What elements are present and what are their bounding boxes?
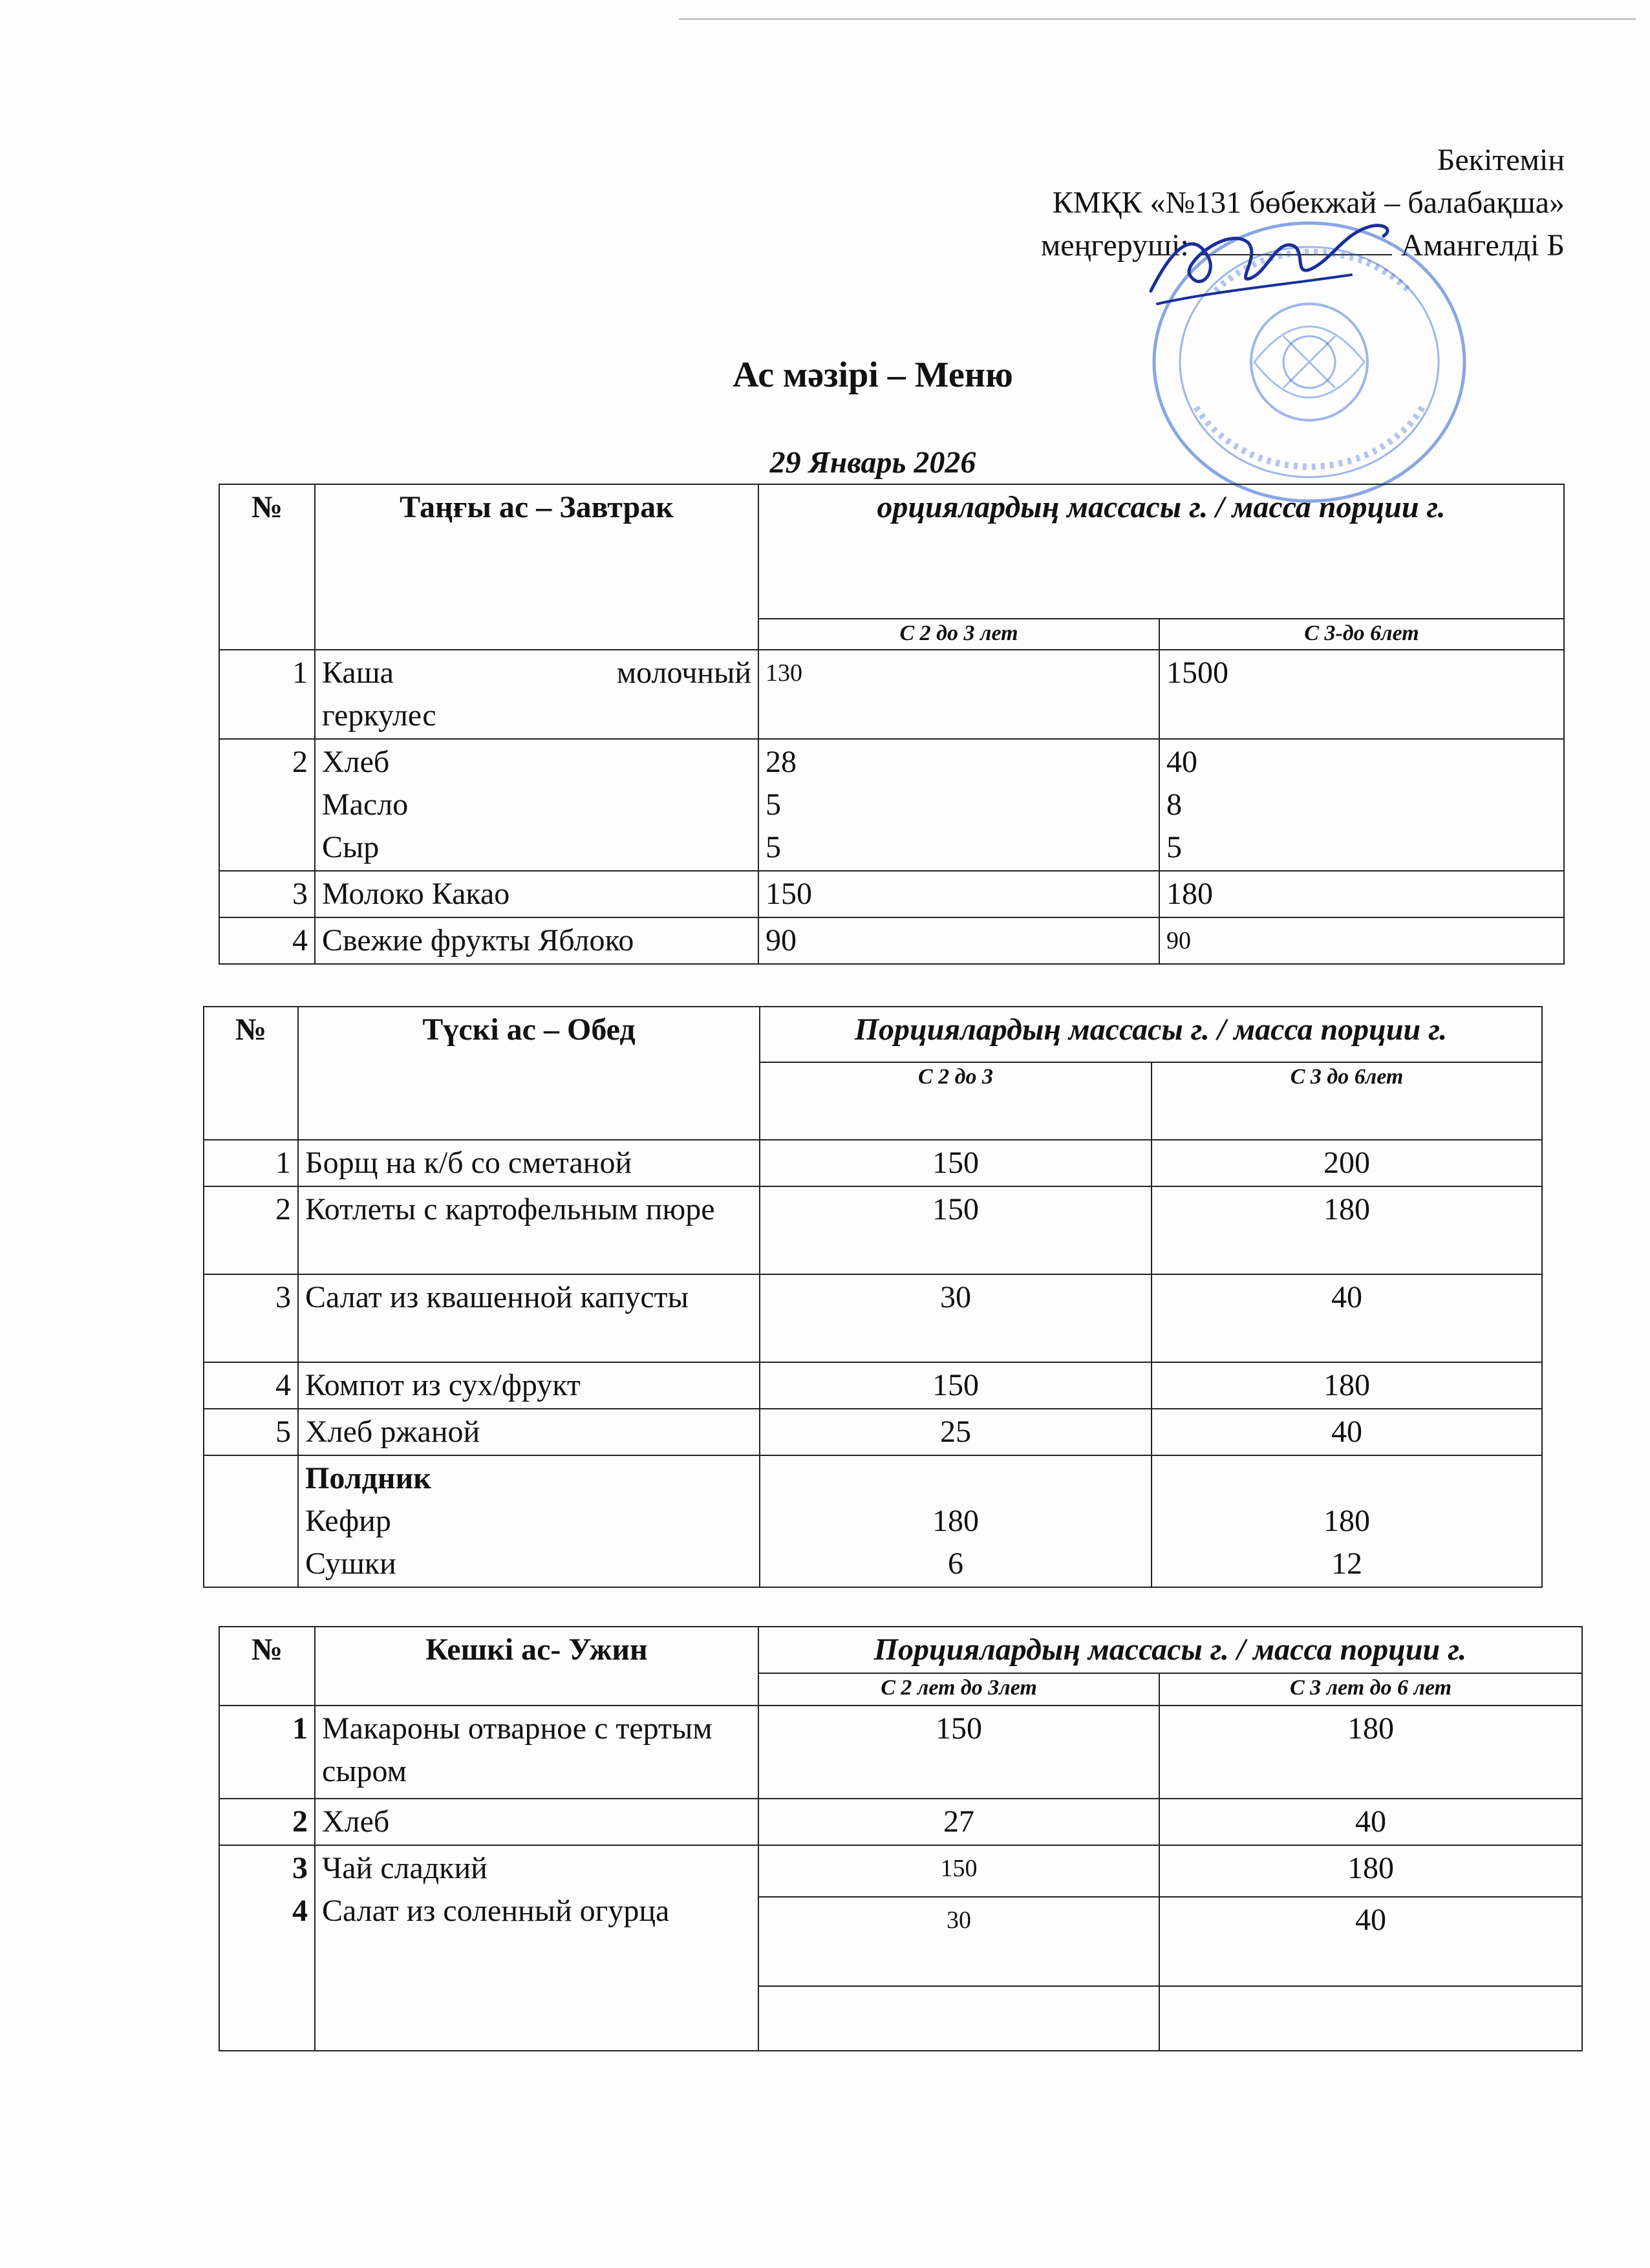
table-row [204,1140,1542,1186]
dish-name: Компот из сух/фрукт [298,1362,760,1409]
approval-position: меңгеруші: [1040,228,1189,262]
dish-name: Макароны отварное с тертым сыром [315,1706,758,1799]
row-num: 2 [219,1799,315,1845]
portion-age-2-3: 150 [760,1186,1152,1274]
row-num: 3 [292,1851,308,1885]
empty-cell [1159,1986,1582,2051]
portion-age-2-3: 25 [760,1409,1152,1455]
portion-age-2-3: 150 [758,1706,1159,1799]
table-row [219,871,1564,917]
dish-name-word: молочный [616,656,751,690]
row-num: 4 [204,1362,298,1409]
approval-line1: Бекітемін [1437,143,1565,177]
row-num: 2 [204,1186,298,1274]
portion-age-3-6: 1500 [1159,650,1564,739]
snack-age-2-3-list [760,1455,1152,1587]
breakfast-table [219,484,1565,965]
row-num: 1 [204,1140,298,1186]
row-num: 1 [219,650,315,739]
col-num-header: № [219,1627,315,1706]
dish-item: Сыр [322,830,380,864]
portion-age-2-3: 90 [758,917,1159,964]
row-num: 4 [292,1894,308,1928]
table-row [204,1409,1542,1455]
table-row [219,917,1564,964]
col-mass-header: Порциялардың массасы г. / масса порции г. [760,1007,1542,1062]
dish-item: Хлеб [322,745,390,779]
sub-header-age-2-3: С 2 лет до 3лет [758,1673,1159,1706]
portion-age-2-3: 150 [758,871,1159,917]
dish-list [315,739,758,871]
dish-item: Чай сладкий [322,1851,488,1885]
portion-age-3-6: 180 [1159,1845,1582,1897]
dish-list [315,1845,758,2051]
dish-name: Салат из квашенной капусты [298,1274,760,1362]
scan-edge-line [679,18,1636,20]
portion-age-3-6: 40 [1159,1897,1582,1986]
dish-item: Салат из соленный огурца [322,1894,670,1928]
portion-value: 5 [766,787,781,822]
portion-age-3-6: 90 [1159,917,1564,964]
sub-header-age-2-3: С 2 до 3 лет [758,619,1159,650]
table-row [219,650,1564,739]
portion-value: 8 [1166,787,1182,822]
portion-age-2-3: 150 [760,1140,1152,1186]
row-num: 3 [204,1274,298,1362]
portion-value: 5 [766,830,781,864]
row-num: 1 [219,1706,315,1799]
table-row [219,739,1564,871]
row-num-empty [204,1455,298,1587]
table-row [204,1274,1542,1362]
sub-header-age-3-6: С 3-до 6лет [1159,619,1564,650]
dish-name: Молоко Какао [315,871,758,917]
portion-age-3-6: 200 [1152,1140,1542,1186]
dish-name: Котлеты с картофельным пюре [298,1186,760,1274]
row-num: 4 [219,917,315,964]
lunch-table [203,1006,1543,1588]
snack-item: Сушки [305,1546,396,1581]
table-row [219,1799,1582,1845]
portion-age-3-6: 180 [1159,871,1564,917]
col-mass-header: орциялардың массасы г. / масса порции г. [758,484,1564,619]
snack-row [204,1455,1542,1587]
empty-cell [758,1986,1159,2051]
portion-age-3-6-list [1159,739,1564,871]
portion-age-3-6: 180 [1152,1186,1542,1274]
col-mass-header: Порциялардың массасы г. / масса порции г. [758,1627,1582,1673]
table-row [219,1706,1582,1799]
dish-name: Свежие фрукты Яблоко [315,917,758,964]
snack-age-3-6-list [1152,1455,1542,1587]
col-num-header: № [219,484,315,650]
snack-list [298,1455,760,1587]
portion-age-2-3: 150 [758,1845,1159,1897]
table-row [219,1845,1582,1897]
dish-name: Хлеб [315,1799,758,1845]
portion-value: 12 [1331,1546,1362,1581]
portion-value: 5 [1166,830,1182,864]
portion-age-3-6: 40 [1152,1409,1542,1455]
portion-value: 180 [1323,1504,1370,1538]
dish-name: Борщ на к/б со сметаной [298,1140,760,1186]
table-row [204,1362,1542,1409]
col-name-header: Таңғы ас – Завтрак [315,484,758,650]
dinner-table [219,1626,1583,2051]
row-num: 5 [204,1409,298,1455]
col-name-header: Кешкі ас- Ужин [315,1627,758,1706]
portion-value: 28 [766,745,797,779]
portion-value: 6 [948,1546,963,1581]
portion-value: 40 [1166,745,1197,779]
dish-name-word: геркулес [322,698,436,733]
dish-item: Масло [322,787,409,822]
page-title: Ас мәзірі – Меню [733,355,1013,395]
row-num-combined [219,1845,315,2051]
snack-label: Полдник [305,1461,431,1495]
dish-name [315,650,758,739]
portion-value: 180 [932,1504,979,1538]
portion-age-2-3: 30 [760,1274,1152,1362]
portion-age-3-6: 180 [1159,1706,1582,1799]
sub-header-age-3-6: С 3 до 6лет [1152,1062,1542,1140]
row-num: 2 [219,739,315,871]
menu-date: 29 Январь 2026 [769,445,976,480]
approval-name: Амангелді Б [1400,228,1565,262]
portion-age-2-3: 150 [760,1362,1152,1409]
table-row [204,1186,1542,1274]
dish-name: Хлеб ржаной [298,1409,760,1455]
sub-header-age-2-3: С 2 до 3 [760,1062,1152,1140]
portion-age-2-3: 30 [758,1897,1159,1986]
approval-line2: КМҚК «№131 бөбекжай – балабақша» [1052,186,1565,220]
portion-age-3-6: 40 [1152,1274,1542,1362]
col-num-header: № [204,1007,298,1140]
snack-item: Кефир [305,1504,391,1538]
portion-age-3-6: 180 [1152,1362,1542,1409]
dish-name-word: Каша [322,656,394,690]
sub-header-age-3-6: С 3 лет до 6 лет [1159,1673,1582,1706]
portion-age-2-3-list [758,739,1159,871]
col-name-header: Түскі ас – Обед [298,1007,760,1140]
portion-age-2-3: 27 [758,1799,1159,1845]
handwritten-signature-icon [1138,213,1409,317]
row-num: 3 [219,871,315,917]
portion-age-2-3: 130 [758,650,1159,739]
portion-age-3-6: 40 [1159,1799,1582,1845]
